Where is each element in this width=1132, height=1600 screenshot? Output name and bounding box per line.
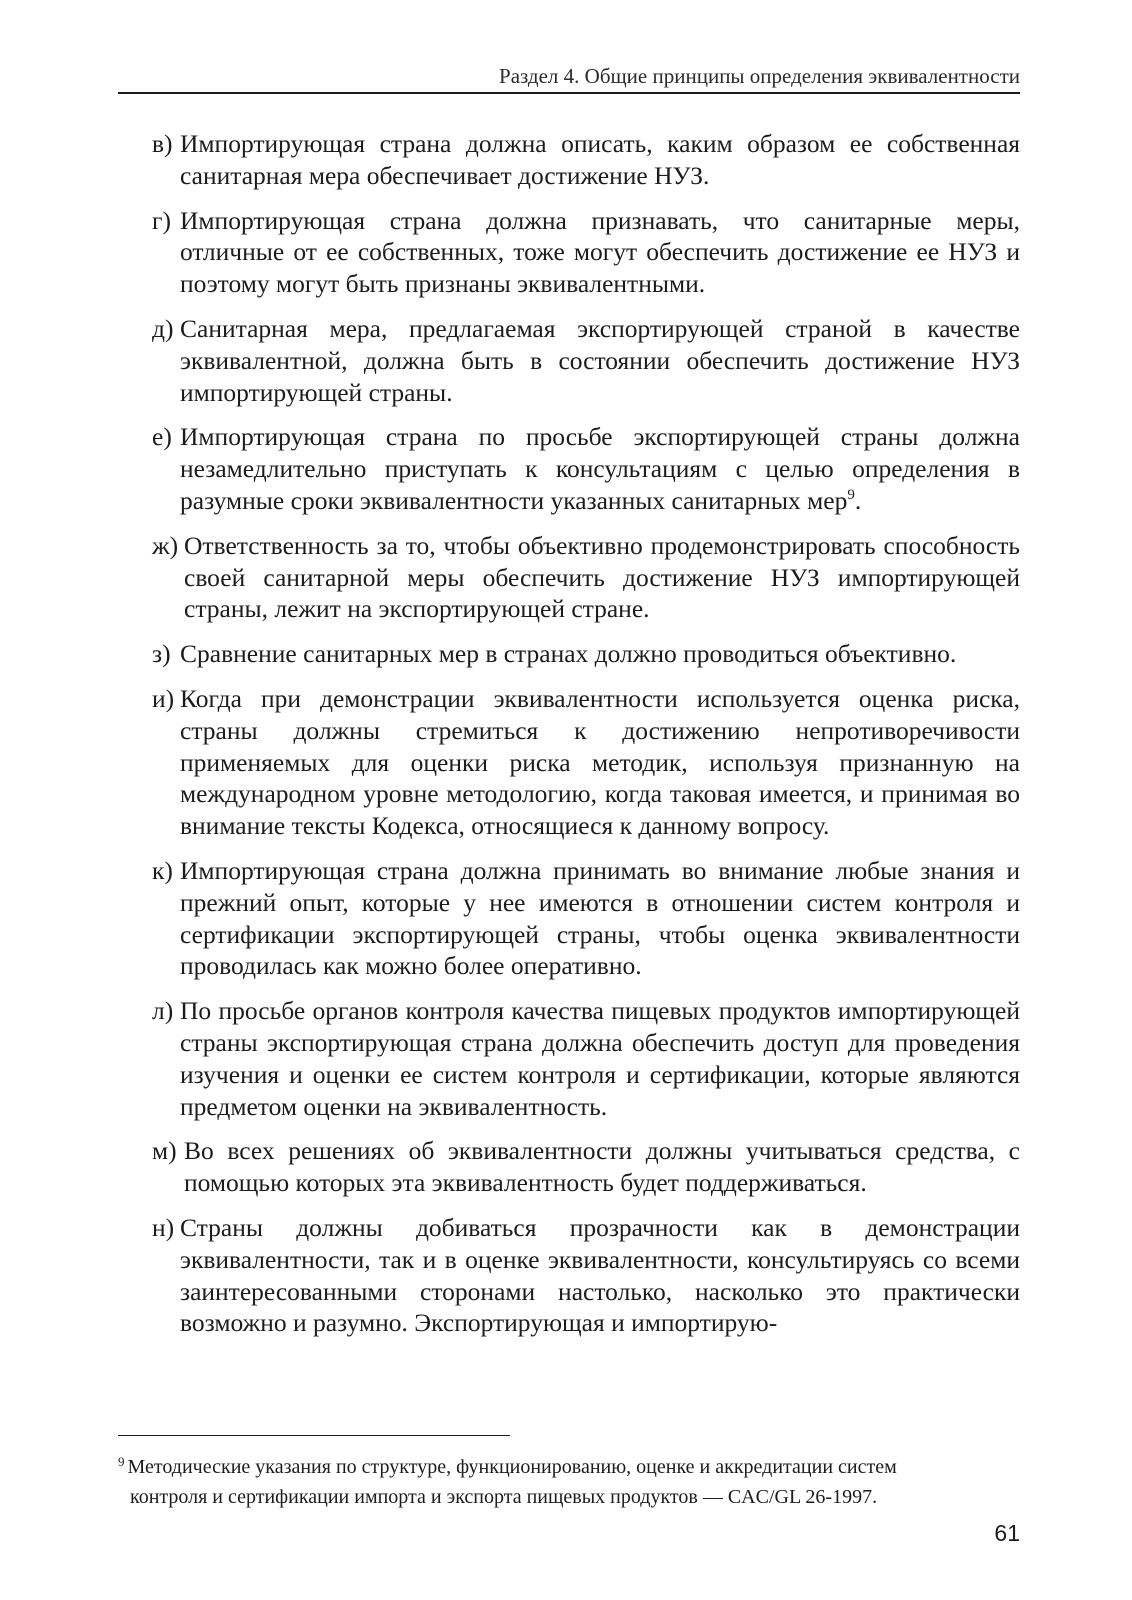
list-item-text: Импортирующая страна должна принимать во внимание любые знания и прежний опыт, которые у нее имеются в отношении систем контроля и сертификации экспортирующей страны, чтобы оценка эквивалентности проводилась как можно более оперативно. [180, 855, 1020, 981]
footnote [118, 1447, 1020, 1512]
list [152, 128, 1020, 1352]
footnote-mark: 9 [118, 1454, 125, 1469]
list-item-marker: н) [152, 1212, 175, 1242]
list-item-text: Импортирующая страна должна описать, каким образом ее собственная санитарная мера обеспечивает достижение НУЗ. [180, 129, 1020, 190]
list-item-marker: е) [152, 422, 172, 452]
list-item-marker: к) [152, 855, 173, 885]
list-item-text: Импортирующая страна должна признавать, что санитарные меры, отличные от ее собственных, тоже могут обеспечить достижение ее НУЗ и поэтому могут быть признаны эквивалентными. [180, 205, 1020, 299]
list-item-marker: ж) [152, 530, 179, 560]
list-item [152, 1135, 1020, 1199]
list-item-text: По просьбе органов контроля качества пищевых продуктов импортирующей страны экспортирующая страна должна обеспечить доступ для проведения изучения и оценки ее систем контроля и сертификации, которые являются предметом оценки на эквивалентность. [180, 996, 1020, 1121]
list-item [152, 128, 1020, 192]
footnote-reference: 9 [847, 486, 855, 503]
list-item [152, 421, 1020, 516]
list-item-marker: в) [152, 129, 173, 158]
footnote-line-2: контроля и сертификации импорта и экспорта пищевых продуктов — CAC/GL 26-1997. [130, 1486, 878, 1508]
list-item [152, 530, 1020, 625]
list-item-text: Санитарная мера, предлагаемая экспортирующей страной в качестве эквивалентной, должна быть в состоянии обеспечить достижение НУЗ импортирующей страны. [180, 313, 1020, 407]
running-header: Раздел 4. Общие принципы определения эквивалентности [499, 64, 1020, 88]
footnote-rule [118, 1435, 510, 1436]
list-item-text: Импортирующая страна по просьбе экспортирующей страны должна незамедлительно приступать к консультациям с целью определения в разумные сроки эквивалентности указанных санитарных мер [180, 422, 1020, 515]
list-item [152, 638, 1020, 670]
list-item-text: Ответственность за то, чтобы объективно продемонстрировать способность своей санитарной меры обеспечить достижение НУЗ импортирующей страны, лежит на экспортирующей стране. [184, 530, 1020, 624]
header-rule [118, 92, 1020, 94]
list-item-marker: м) [152, 1136, 177, 1166]
list-item-marker: и) [152, 683, 175, 713]
list-item [152, 683, 1020, 842]
list-item-marker: з) [152, 639, 171, 669]
page-number: 61 [994, 1520, 1020, 1546]
list-item-text: Страны должны добиваться прозрачности как в демонстрации эквивалентности, так и в оценке эквивалентности, консультируясь со всеми заинтересованными сторонами настолько, насколько это практически возможно и разумно. Экспортирующая и импортирую- [180, 1212, 1020, 1338]
list-item [152, 995, 1020, 1122]
list-item-tail: . [854, 485, 862, 515]
list-item-text: Когда при демонстрации эквивалентности используется оценка риска, страны должны стремиться к достижению непротиворечивости применяемых для оценки риска методик, используя признанную на международном уровне методологию, когда таковая имеется, и принимая во внимание тексты Кодекса, относящиеся к данному вопросу. [180, 683, 1020, 841]
list-item [152, 313, 1020, 408]
list-item-marker: л) [152, 996, 174, 1026]
list-item-marker: г) [152, 205, 171, 235]
list-item [152, 205, 1020, 300]
footnote-line-1: Методические указания по структуре, функционированию, оценке и аккредитации систем [127, 1456, 897, 1478]
list-item-text: Сравнение санитарных мер в странах должно проводиться объективно. [180, 639, 957, 669]
list-item [152, 1212, 1020, 1339]
list-item [152, 855, 1020, 982]
list-item-text: Во всех решениях об эквивалентности должны учитываться средства, с помощью которых эта эквивалентность будет поддерживаться. [184, 1136, 1020, 1198]
list-item-marker: д) [152, 313, 174, 343]
